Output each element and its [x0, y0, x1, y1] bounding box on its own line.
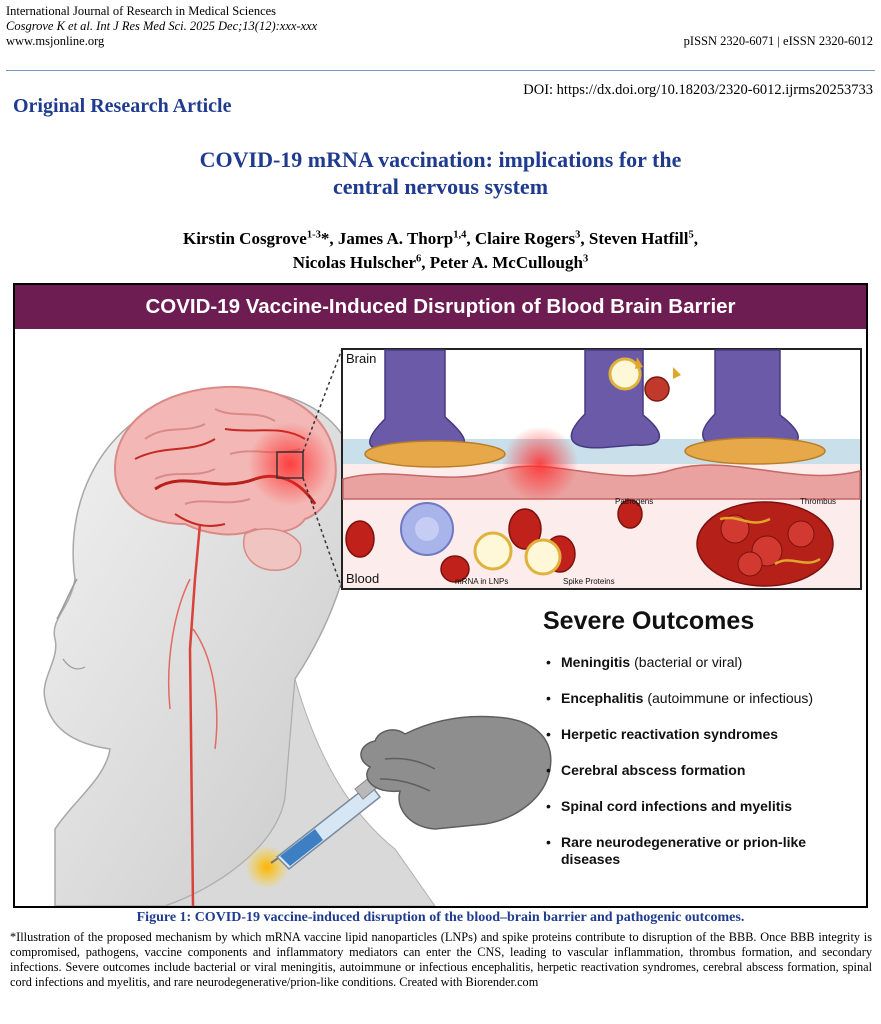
corresponding-mark: *: [320, 229, 330, 248]
outcome-item: • Encephalitis (autoimmune or infectious): [539, 690, 859, 707]
author-name: Claire Rogers: [474, 229, 576, 248]
mrna-lnp-label: mRNA in LNPs: [455, 577, 509, 586]
title-line-2: central nervous system: [332, 174, 549, 199]
figure-caption: Figure 1: COVID-19 vaccine-induced disruption of the blood–brain barrier and pathogenic outcomes.: [136, 910, 745, 925]
severe-outcomes-panel: [539, 607, 859, 887]
outcomes-title: Severe Outcomes: [543, 607, 755, 635]
author-affiliation: 3: [575, 229, 581, 241]
author-name: Kirstin Cosgrove: [182, 229, 307, 248]
author-affiliation: 3: [582, 253, 589, 265]
author-line-1: Kirstin Cosgrove$^{1-3}$*, James A. Thorp$^{1,4}$, Claire Rogers$^3$, Steven Hatfill$^5$,: [182, 229, 699, 248]
journal-header: [6, 4, 317, 49]
pathogens-label: Pathogens: [615, 497, 654, 506]
author-affiliation: 1-3: [306, 229, 321, 241]
author-name: Steven Hatfill: [588, 229, 689, 248]
issn-line: pISSN 2320-6071 | eISSN 2320-6012: [683, 34, 873, 48]
outcome-item: • Herpetic reactivation syndromes: [539, 726, 859, 743]
figure-banner: COVID-19 Vaccine-Induced Disruption of Blood Brain Barrier: [15, 285, 866, 329]
outcomes-list: [539, 654, 859, 868]
journal-name: International Journal of Research in Medical Sciences: [6, 4, 277, 18]
outcome-item: • Cerebral abscess formation: [539, 762, 859, 779]
outcome-item: • Spinal cord infections and myelitis: [539, 798, 859, 815]
author-affiliation: 1,4: [453, 229, 467, 241]
journal-website-link[interactable]: www.msjonline.org: [6, 34, 105, 48]
brain-label: Brain: [346, 351, 377, 366]
citation-line: Cosgrove K et al. Int J Res Med Sci. 2025 Dec;13(12):xxx-xxx: [6, 19, 318, 33]
thrombus-label: Thrombus: [800, 497, 837, 506]
author-line-2: Nicolas Hulscher$^6$, Peter A. McCullough$^3$: [292, 253, 589, 272]
blood-label: Blood: [346, 571, 380, 586]
author-name: Peter A. McCullough: [429, 253, 583, 272]
figure-description: *Illustration of the proposed mechanism by which mRNA vaccine lipid nanoparticles (LNPs) and spike proteins contribute to disruption of the BBB. Once BBB integrity is compromised, pathogens, vaccine components and inflammatory mediators can enter the CNS, leading to vascular inflammation, thrombus formation, and secondary infections. Severe outcomes include bacterial or viral meningitis, autoimmune or infectious encephalitis, herpetic reactivation syndromes, cerebral abscess formation, spinal cord infections and myelitis, and rare neurodegenerative/prion-like conditions. Created with Biorender.com: [10, 930, 872, 989]
outcome-item: • Rare neurodegenerative or prion-like diseases: [539, 834, 859, 868]
figure-1: [13, 283, 868, 908]
thrombus-illustration: [697, 502, 833, 586]
author-name: Nicolas Hulscher: [292, 253, 417, 272]
author-affiliation: 5: [688, 229, 694, 241]
article-title: [0, 146, 881, 200]
title-line-1: COVID-19 mRNA vaccination: implications for the: [199, 147, 682, 172]
outcome-item: • Meningitis (bacterial or viral): [539, 654, 859, 671]
article-type: Original Research Article: [13, 95, 232, 117]
spike-proteins-label: Spike Proteins: [563, 577, 615, 586]
doi-link[interactable]: DOI: https://dx.doi.org/10.18203/2320-6012.ijrms20253733: [523, 82, 873, 98]
author-list: [0, 227, 881, 275]
author-affiliation: 6: [416, 253, 422, 265]
header-divider: [6, 70, 875, 71]
author-name: James A. Thorp: [337, 229, 454, 248]
bbb-inset: [342, 349, 861, 589]
